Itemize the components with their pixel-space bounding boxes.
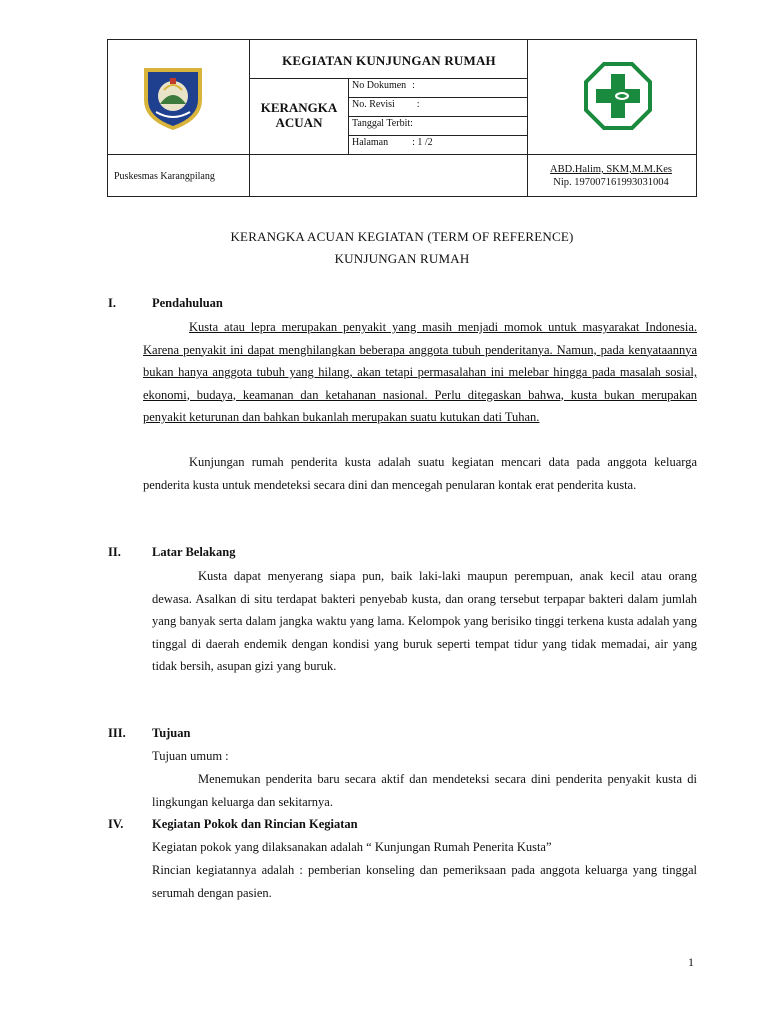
header-divider bbox=[348, 97, 527, 98]
section-paragraph: Kegiatan pokok yang dilaksanakan adalah “ Kunjungan Rumah Penerita Kusta” bbox=[152, 840, 552, 854]
section-number: III. bbox=[108, 726, 126, 740]
section-number: I. bbox=[108, 296, 116, 310]
signatory-nip: Nip. 197007161993031004 bbox=[553, 177, 669, 188]
meta-label: No. Revisi bbox=[352, 99, 395, 110]
meta-label: Tanggal Terbit: bbox=[352, 118, 413, 129]
meta-row-revision bbox=[352, 99, 420, 110]
meta-row-document-number bbox=[352, 80, 415, 91]
header-title: KEGIATAN KUNJUNGAN RUMAH bbox=[282, 53, 496, 68]
meta-label: No Dokumen bbox=[352, 80, 407, 91]
header-divider bbox=[108, 154, 696, 155]
section-title: Tujuan bbox=[152, 726, 191, 740]
section-title: Pendahuluan bbox=[152, 296, 223, 310]
document-subtitle: KUNJUNGAN RUMAH bbox=[334, 251, 470, 266]
header-divider bbox=[348, 116, 527, 117]
section-number: IV. bbox=[108, 817, 124, 831]
signatory-name: ABD.Halim, SKM,M.M.Kes bbox=[550, 164, 672, 175]
meta-row-issue-date bbox=[352, 118, 419, 129]
meta-row-page bbox=[352, 137, 433, 148]
health-cross-icon bbox=[584, 62, 652, 130]
document-header-table bbox=[107, 39, 697, 197]
header-divider bbox=[249, 78, 527, 79]
section-paragraph: Kusta dapat menyerang siapa pun, baik laki-laki maupun perempuan, anak kecil atau orang dewasa. Asalkan di situ terdapat bakteri penyebab kusta, dan orang tersebut terpapar bakteri dalam jumlah yang banyak serta dalam jangka waktu yang lama. Kelompok yang berisiko tinggi terkena kusta adalah yang tinggal di daerah endemik dengan kondisi yang buruk seperti tempat tidur yang tidak memadai, air yang tidak bersih, asupan gizi yang buruk. bbox=[152, 569, 697, 673]
organization-name: Puskesmas Karangpilang bbox=[114, 171, 215, 182]
section-paragraph: Kusta atau lepra merupakan penyakit yang masih menjadi momok untuk masyarakat Indonesia. Karena penyakit ini dapat menghilangkan beberapa anggota tubuh penderitanya. Namun, pada kenyataannya bukan hanya anggota tubuh yang hilang, akan tetapi permasalahan ini melebar hingga pada masalah sosial, ekonomi, budaya, keamanan dan ketahanan nasional. Perlu ditegaskan bahwa, kusta bukan merupakan penyakit keturunan dan bahkan bukanlah merupakan suatu kutukan dati Tuhan. bbox=[143, 320, 697, 424]
meta-value: : bbox=[416, 99, 420, 110]
page-number: 1 bbox=[688, 955, 694, 969]
section-title: Kegiatan Pokok dan Rincian Kegiatan bbox=[152, 817, 358, 831]
meta-value: : 1 /2 bbox=[412, 137, 433, 148]
document-title: KERANGKA ACUAN KEGIATAN (TERM OF REFERENCE) bbox=[230, 229, 574, 244]
section-title: Latar Belakang bbox=[152, 545, 236, 559]
document-type-label: KERANGKA ACUAN bbox=[260, 100, 338, 130]
section-paragraph: Menemukan penderita baru secara aktif dan mendeteksi secara dini penderita penyakit kusta di lingkungan keluarga dan sekitarnya. bbox=[152, 772, 697, 809]
section-paragraph: Kunjungan rumah penderita kusta adalah suatu kegiatan mencari data pada anggota keluarga penderita kusta untuk mendeteksi secara dini dan mencegah penularan kontak erat penderita kusta. bbox=[143, 455, 697, 492]
meta-value: : bbox=[412, 80, 415, 91]
section-subheading: Tujuan umum : bbox=[152, 749, 229, 763]
regional-emblem-icon bbox=[138, 60, 208, 132]
header-divider bbox=[249, 40, 250, 197]
section-number: II. bbox=[108, 545, 121, 559]
section-paragraph: Rincian kegiatannya adalah : pemberian konseling dan pemeriksaan pada anggota keluarga yang tinggal serumah dengan pasien. bbox=[152, 863, 697, 900]
meta-label: Halaman bbox=[352, 137, 389, 148]
header-divider bbox=[348, 135, 527, 136]
